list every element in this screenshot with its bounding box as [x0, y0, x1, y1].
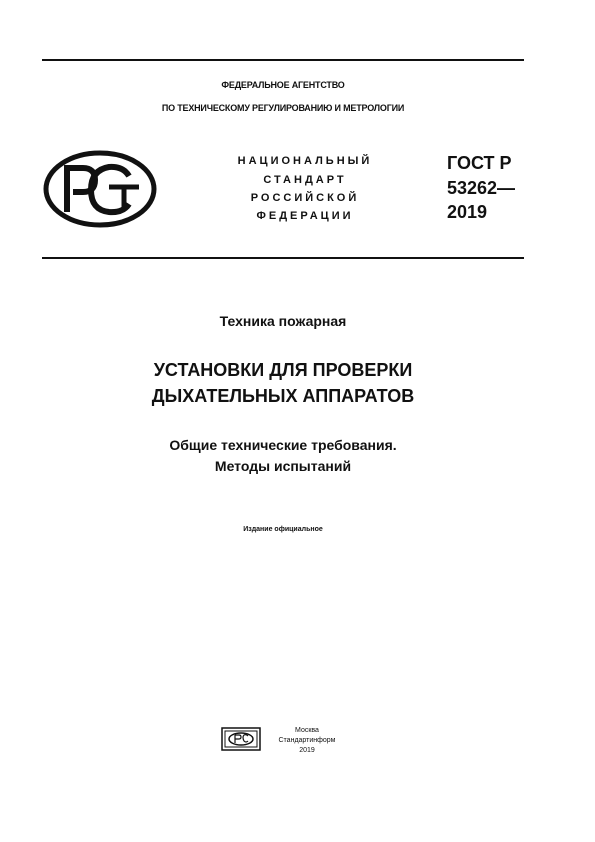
category-title: Техника пожарная	[219, 313, 347, 329]
subtitle-line-2: Методы испытаний	[214, 458, 352, 474]
agency-line-1: ФЕДЕРАЛЬНОЕ АГЕНТСТВО	[221, 80, 345, 90]
standard-type-line-1: НАЦИОНАЛЬНЫЙ	[237, 155, 373, 167]
designation-line-1: ГОСТ Р	[447, 153, 512, 173]
standard-type-line-3: РОССИЙСКОЙ	[250, 192, 360, 204]
publisher-city: Москва	[295, 727, 319, 734]
standard-type-line-4: ФЕДЕРАЦИИ	[256, 210, 354, 222]
header-divider	[42, 257, 524, 259]
standartinform-logo-icon	[221, 727, 261, 751]
agency-line-2: ПО ТЕХНИЧЕСКОМУ РЕГУЛИРОВАНИЮ И МЕТРОЛОГИИ	[161, 103, 405, 113]
designation-line-3: 2019	[447, 202, 488, 222]
subtitle-line-1: Общие технические требования.	[169, 437, 397, 453]
edition-note: Издание официальное	[243, 526, 323, 533]
main-title-line-2: ДЫХАТЕЛЬНЫХ АППАРАТОВ	[151, 386, 415, 406]
designation-line-2: 53262—	[447, 178, 516, 198]
publisher-year: 2019	[299, 747, 315, 754]
gost-r-logo-icon	[43, 150, 158, 228]
standard-type-line-2: СТАНДАРТ	[263, 174, 347, 186]
publisher-name: Стандартинформ	[278, 737, 336, 744]
top-rule	[42, 59, 524, 61]
main-title-line-1: УСТАНОВКИ ДЛЯ ПРОВЕРКИ	[153, 360, 413, 380]
